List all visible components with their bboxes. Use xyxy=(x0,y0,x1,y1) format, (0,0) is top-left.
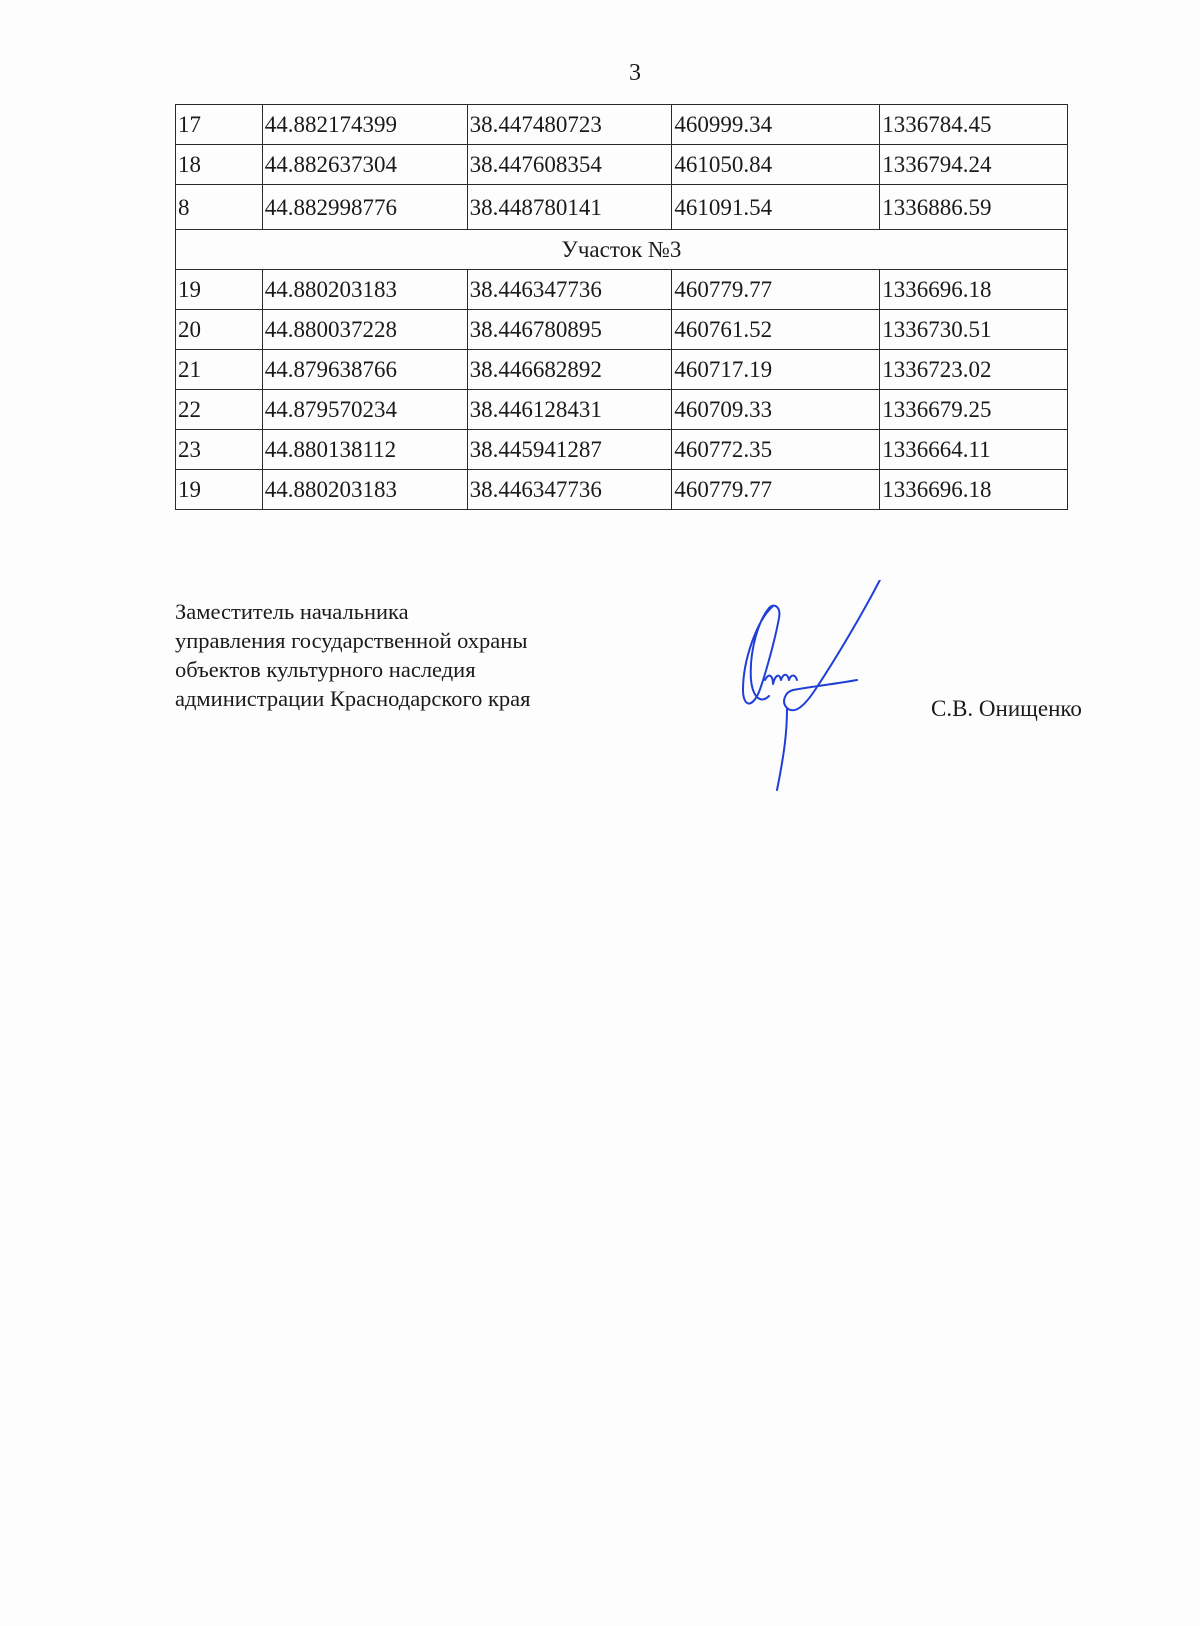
point-number-cell: 17 xyxy=(176,105,263,145)
longitude-cell: 38.446780895 xyxy=(467,310,672,350)
latitude-cell: 44.882998776 xyxy=(262,185,467,230)
signature-scribble-stroke xyxy=(765,675,797,684)
x-coordinate-cell: 460772.35 xyxy=(672,430,880,470)
latitude-cell: 44.880037228 xyxy=(262,310,467,350)
page-number: 3 xyxy=(629,60,641,86)
x-coordinate-cell: 460999.34 xyxy=(672,105,880,145)
table-row xyxy=(176,145,1068,185)
handwritten-signature xyxy=(735,580,895,800)
latitude-cell: 44.879638766 xyxy=(262,350,467,390)
y-coordinate-cell: 1336696.18 xyxy=(880,270,1068,310)
x-coordinate-cell: 461050.84 xyxy=(672,145,880,185)
x-coordinate-cell: 461091.54 xyxy=(672,185,880,230)
coordinates-table xyxy=(175,104,1068,510)
signature-tail-stroke xyxy=(777,708,787,790)
table-row xyxy=(176,470,1068,510)
section-row xyxy=(176,230,1068,270)
y-coordinate-cell: 1336723.02 xyxy=(880,350,1068,390)
y-coordinate-cell: 1336784.45 xyxy=(880,105,1068,145)
position-line: Заместитель начальника xyxy=(175,599,409,624)
y-coordinate-cell: 1336679.25 xyxy=(880,390,1068,430)
point-number-cell: 23 xyxy=(176,430,263,470)
longitude-cell: 38.446682892 xyxy=(467,350,672,390)
y-coordinate-cell: 1336730.51 xyxy=(880,310,1068,350)
x-coordinate-cell: 460709.33 xyxy=(672,390,880,430)
signature-loop-stroke xyxy=(743,606,779,704)
signature-strokes xyxy=(743,580,885,790)
latitude-cell: 44.880203183 xyxy=(262,270,467,310)
section-title: Участок №3 xyxy=(176,230,1068,270)
table-row xyxy=(176,310,1068,350)
longitude-cell: 38.447608354 xyxy=(467,145,672,185)
x-coordinate-cell: 460761.52 xyxy=(672,310,880,350)
point-number-cell: 19 xyxy=(176,270,263,310)
position-line: объектов культурного наследия xyxy=(175,657,476,682)
table-row xyxy=(176,105,1068,145)
position-line: администрации Краснодарского края xyxy=(175,686,531,711)
y-coordinate-cell: 1336886.59 xyxy=(880,185,1068,230)
point-number-cell: 18 xyxy=(176,145,263,185)
longitude-cell: 38.446347736 xyxy=(467,270,672,310)
longitude-cell: 38.446347736 xyxy=(467,470,672,510)
table-row xyxy=(176,270,1068,310)
longitude-cell: 38.447480723 xyxy=(467,105,672,145)
point-number-cell: 20 xyxy=(176,310,263,350)
signature-long-stroke xyxy=(784,580,885,710)
x-coordinate-cell: 460717.19 xyxy=(672,350,880,390)
signatory-position xyxy=(175,597,531,713)
table-row xyxy=(176,390,1068,430)
table-row xyxy=(176,185,1068,230)
latitude-cell: 44.879570234 xyxy=(262,390,467,430)
x-coordinate-cell: 460779.77 xyxy=(672,470,880,510)
signer-name: С.В. Онищенко xyxy=(931,696,1082,721)
position-line: управления государственной охраны xyxy=(175,628,528,653)
latitude-cell: 44.880138112 xyxy=(262,430,467,470)
point-number-cell: 19 xyxy=(176,470,263,510)
latitude-cell: 44.880203183 xyxy=(262,470,467,510)
longitude-cell: 38.445941287 xyxy=(467,430,672,470)
x-coordinate-cell: 460779.77 xyxy=(672,270,880,310)
longitude-cell: 38.448780141 xyxy=(467,185,672,230)
table-row xyxy=(176,350,1068,390)
table-row xyxy=(176,430,1068,470)
point-number-cell: 22 xyxy=(176,390,263,430)
y-coordinate-cell: 1336696.18 xyxy=(880,470,1068,510)
point-number-cell: 21 xyxy=(176,350,263,390)
latitude-cell: 44.882174399 xyxy=(262,105,467,145)
latitude-cell: 44.882637304 xyxy=(262,145,467,185)
y-coordinate-cell: 1336794.24 xyxy=(880,145,1068,185)
y-coordinate-cell: 1336664.11 xyxy=(880,430,1068,470)
point-number-cell: 8 xyxy=(176,185,263,230)
longitude-cell: 38.446128431 xyxy=(467,390,672,430)
